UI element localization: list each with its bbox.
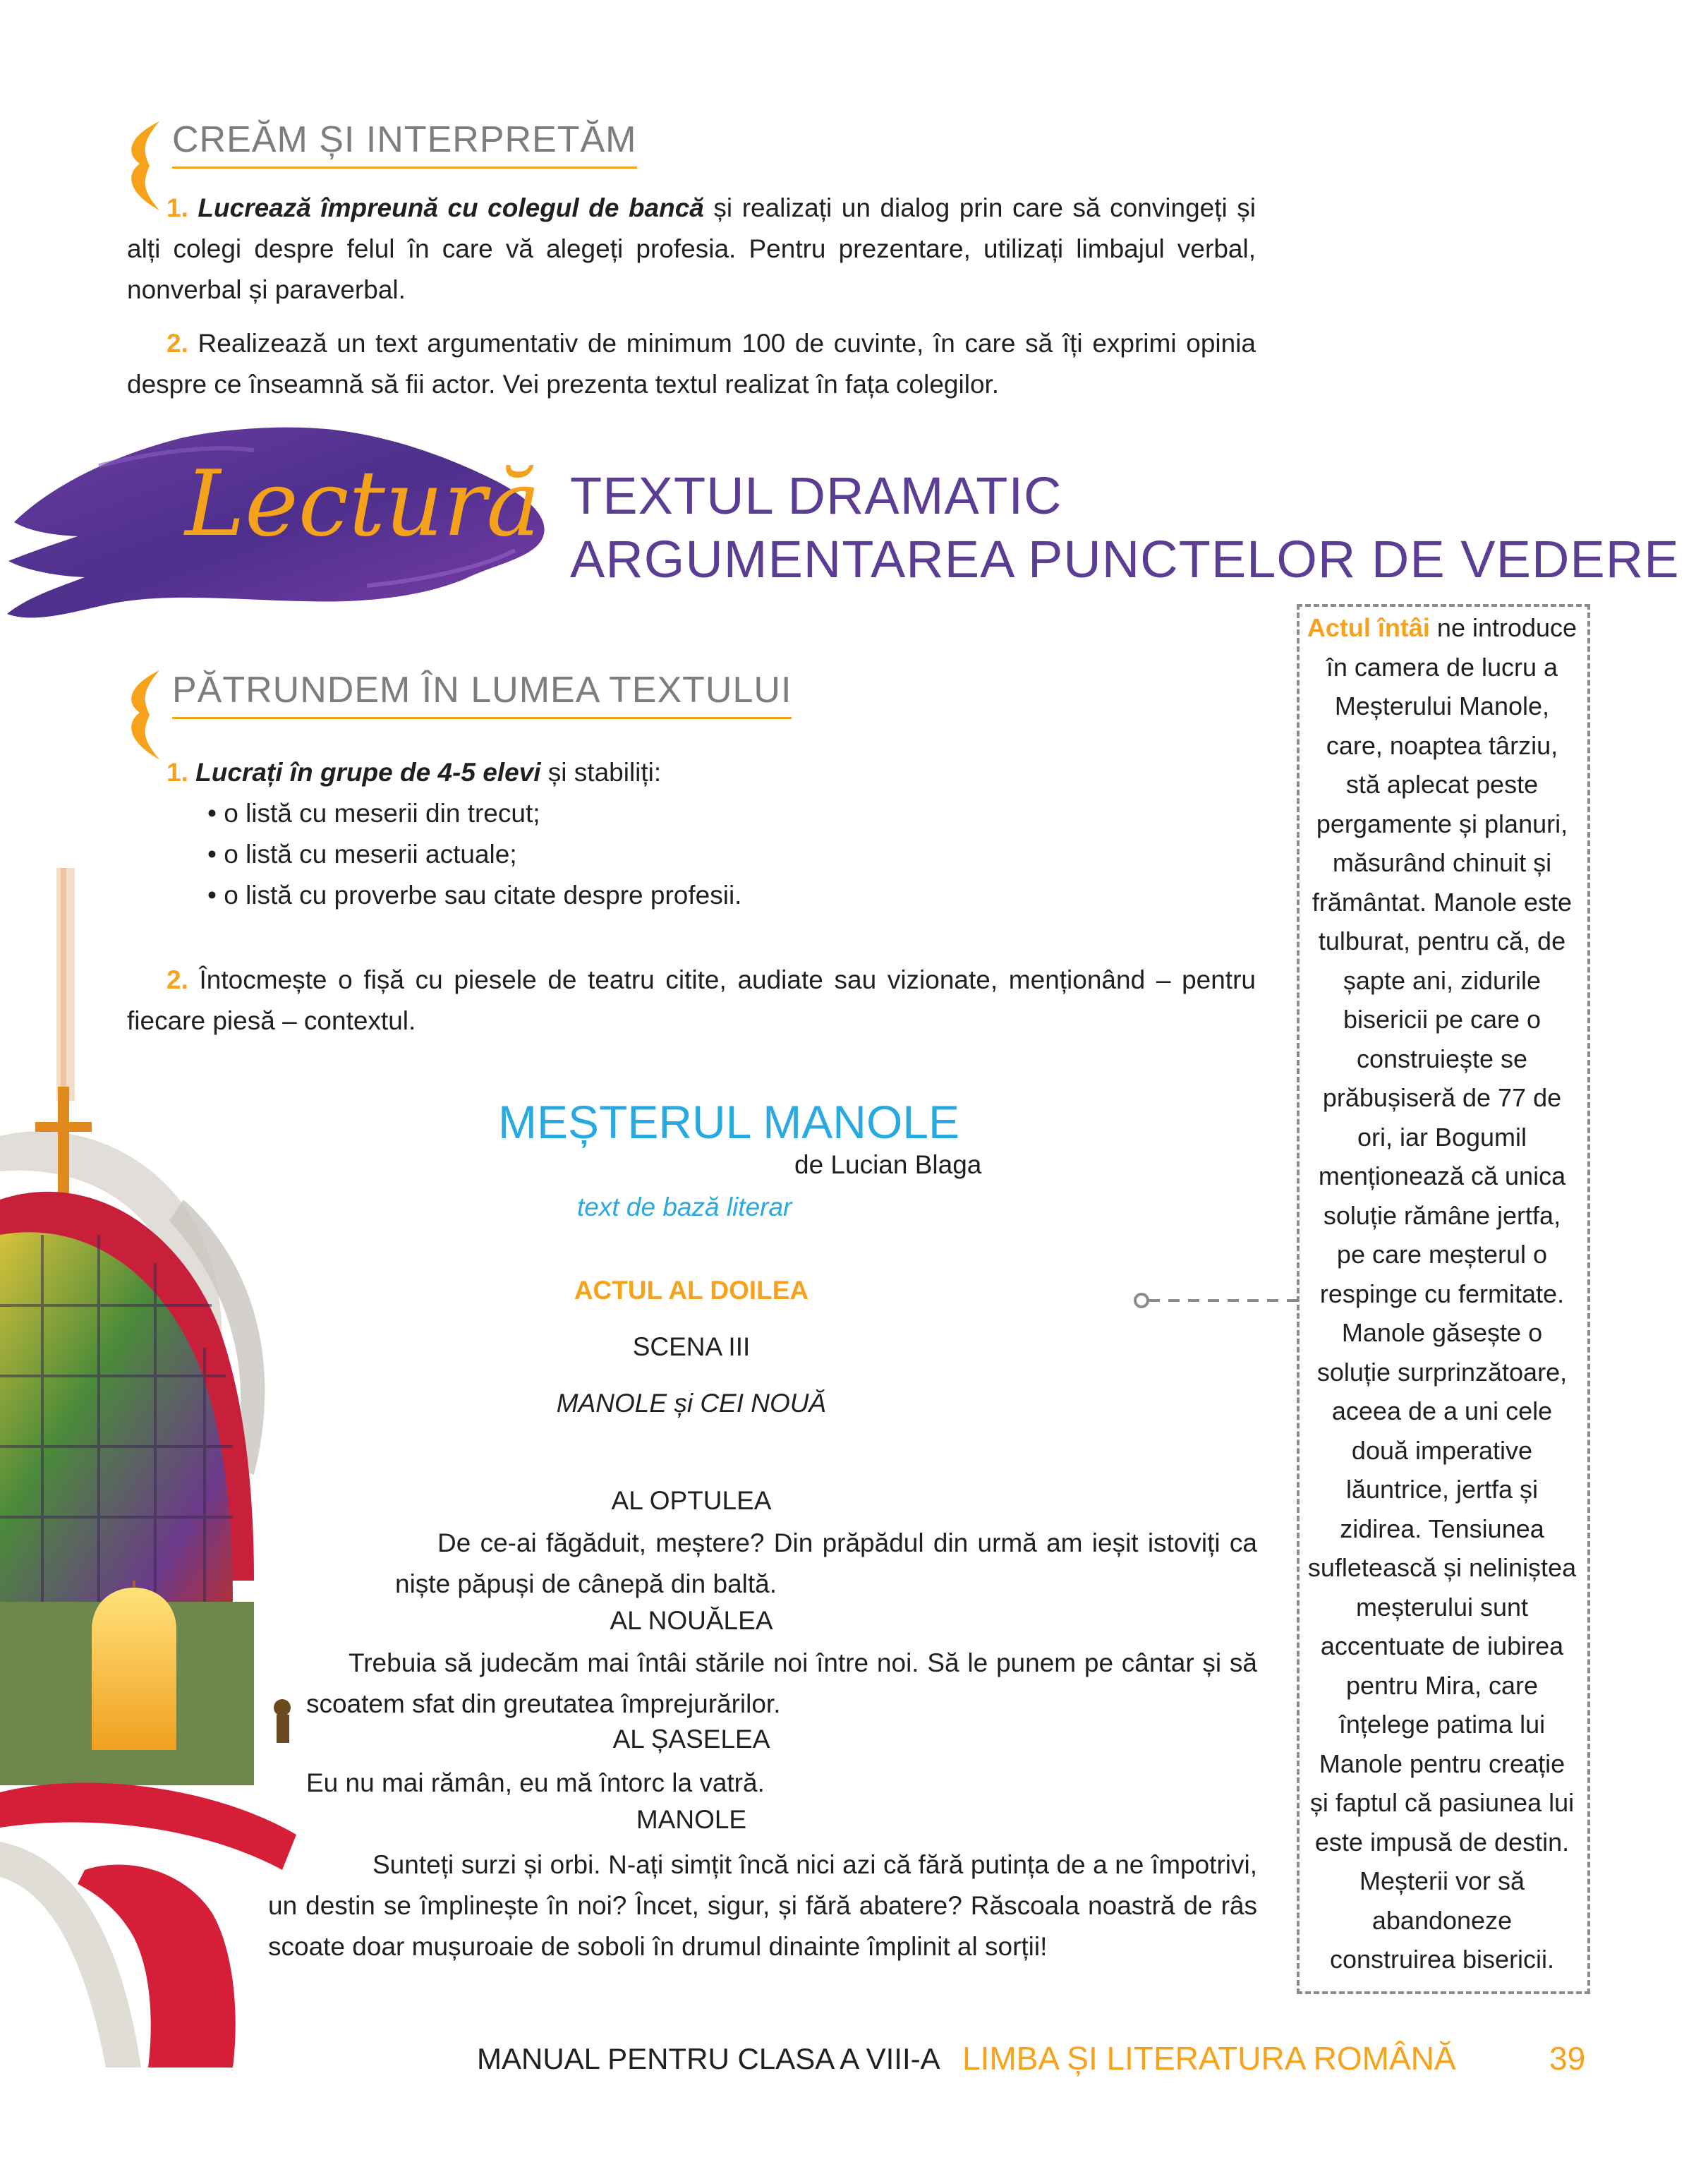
- task-number: 1.: [166, 758, 188, 787]
- dialogue-line: Eu nu mai rămân, eu mă întorc la vatră.: [306, 1768, 765, 1797]
- sidebar-highlight: Actul întâi: [1307, 613, 1430, 642]
- play-subtitle: text de bază literar: [577, 1193, 792, 1221]
- page-number: 39: [1549, 2040, 1586, 2077]
- play-author: de Lucian Blaga: [794, 1150, 982, 1179]
- sidebar-body: ne introduce în camera de lucru a Meșterului Manole, care, noaptea târziu, stă aplecat peste pergamente și planuri, măsurând chinuit și frământat. Manole este tulburat, pentru că, de șapte ani, zidurile bisericii pe care o construiește se prăbușiseră de 77 de ori, iar Bogumil menționează că unica soluție rămâne jertfa, pe care meșterul o respinge cu fermitate. Manole găsește o soluție surprinzătoare, aceea de a uni cele două imperative lăuntrice, jertfa și zidirea. Tensiunea sufletească și neliniștea meșterului sunt accentuate de iubirea pentru Mira, care înțelege patima lui Manole pentru creație și faptul că pasiunea lui este impusă de destin. Meșterii vor să abandoneze construirea bisericii.: [1307, 613, 1577, 1974]
- act-heading: ACTUL AL DOILEA: [574, 1276, 809, 1305]
- task-text: și stabiliți:: [540, 758, 662, 787]
- dialogue-line: Trebuia să judecăm mai întâi stările noi între noi. Să le punem pe cântar și să scoatem sfat din greutatea împrejurărilor.: [306, 1648, 1257, 1718]
- task-emphasis: Lucrează împreună cu colegul de bancă: [198, 193, 704, 222]
- task-number: 2.: [166, 329, 188, 358]
- speaker-name: AL NOUĂLEA: [610, 1606, 773, 1635]
- scene-heading: SCENA III: [632, 1332, 751, 1361]
- speaker-name: AL OPTULEA: [611, 1486, 772, 1515]
- dialogue-line: Sunteți surzi și orbi. N-ați simțit încă nici azi că fără putința de a ne împotrivi, un destin se împlinește în noi? Încet, sigur, și fără abatere? Răscoala noastră de râs scoate doar mușuroaie de soboli în drumul dinainte împlinit al sorții!: [268, 1850, 1257, 1961]
- task-text: Realizează un text argumentativ de minimum 100 de cuvinte, în care să îți exprimi opinia despre ce înseamnă să fii actor. Vei prezenta textul realizat în fața colegilor.: [127, 329, 1256, 399]
- task-emphasis: Lucrați în grupe de 4-5 elevi: [195, 758, 541, 787]
- connector-line: [1132, 1290, 1301, 1311]
- dialogue-line: De ce-ai făgăduit, meștere? Din prăpădul din urmă am ieșit istoviți ca niște păpuși de cânepă din baltă.: [395, 1528, 1257, 1598]
- play-title: MEȘTERUL MANOLE: [498, 1096, 960, 1148]
- list-item: • o listă cu proverbe sau citate despre profesii.: [207, 881, 742, 910]
- characters-heading: MANOLE și CEI NOUĂ: [556, 1389, 827, 1418]
- list-item: • o listă cu meserii actuale;: [207, 840, 517, 869]
- task-1-create: [127, 188, 1256, 310]
- speaker-name: MANOLE: [636, 1805, 747, 1834]
- chevron-accent-icon: [119, 669, 168, 761]
- footer-subject: LIMBA ȘI LITERATURA ROMÂNĂ: [962, 2040, 1456, 2077]
- footer-manual: MANUAL PENTRU CLASA A VIII-A: [477, 2042, 940, 2075]
- speaker-name: AL ȘASELEA: [612, 1725, 770, 1753]
- task-text: și realizați un dialog prin care să convingeți și alți colegi despre felul în care vă alegeți profesia. Pentru prezentare, utilizați limbajul verbal, nonverbal și paraverbal.: [127, 193, 1256, 304]
- task-number: 2.: [166, 965, 188, 994]
- task-text: Întocmește o fișă cu piesele de teatru citite, audiate sau vizionate, menționând – pentru fiecare piesă – contextul.: [127, 965, 1256, 1035]
- sidebar-note-text: [1307, 608, 1577, 1979]
- lesson-title-line-1: TEXTUL DRAMATIC: [570, 466, 1062, 525]
- section-heading-cream: CREĂM ȘI INTERPRETĂM: [172, 119, 637, 169]
- task-number: 1.: [166, 193, 188, 222]
- section-heading-patrundem: PĂTRUNDEM ÎN LUMEA TEXTULUI: [172, 669, 792, 719]
- lectura-label: Lectură: [185, 452, 540, 557]
- lesson-title-line-2: ARGUMENTAREA PUNCTELOR DE VEDERE: [570, 530, 1680, 588]
- task-1-groups: [127, 752, 1256, 793]
- list-item: • o listă cu meserii din trecut;: [207, 799, 540, 828]
- task-2-create: [127, 323, 1256, 405]
